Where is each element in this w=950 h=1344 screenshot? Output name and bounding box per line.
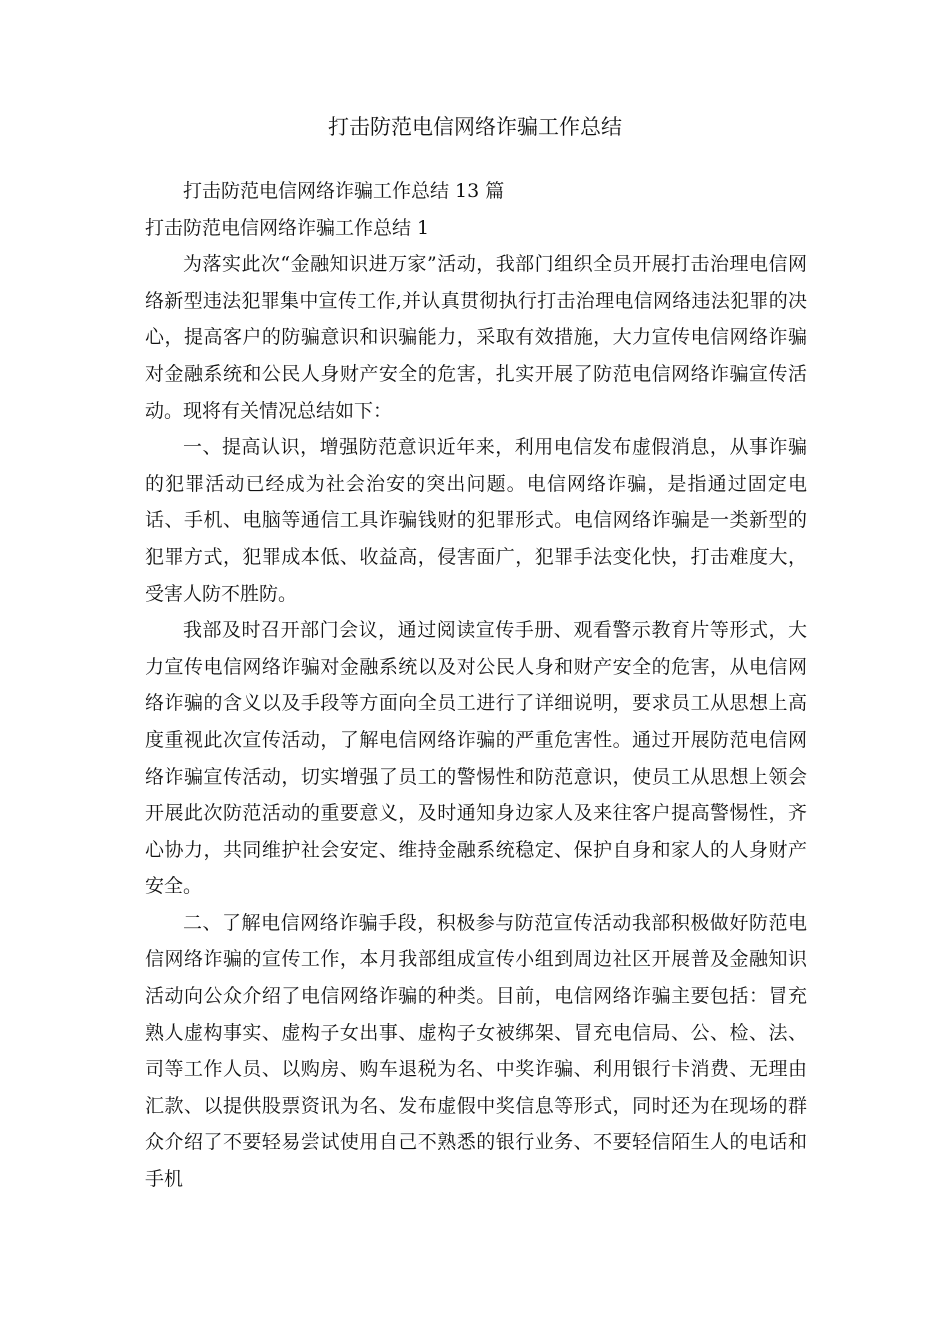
paragraph: 我部及时召开部门会议，通过阅读宣传手册、观看警示教育片等形式，大力宣传电信网络诈骗对金融系统以及对公民人身和财产安全的危害，从电信网络诈骗的含义以及手段等方面向全员工进行了详细说明，要求员工从思想上高度重视此次宣传活动，了解电信网络诈骗的严重危害性。通过开展防范电信网络诈骗宣传活动，切实增强了员工的警惕性和防范意识，使员工从思想上领会开展此次防范活动的重要意义，及时通知身边家人及来往客户提高警惕性，齐心协力，共同维护社会安定、维持金融系统稳定、保护自身和家人的人身财产安全。 (145, 619, 807, 898)
document-body (145, 173, 807, 1198)
paragraph: 为落实此次“金融知识进万家”活动，我部门组织全员开展打击治理电信网络新型违法犯罪集中宣传工作,并认真贯彻执行打击治理电信网络违法犯罪的决心，提高客户的防骗意识和识骗能力，采取有效措施，大力宣传电信网络诈骗对金融系统和公民人身财产安全的危害，扎实开展了防范电信网络诈骗宣传活动。现将有关情况总结如下： (145, 253, 807, 422)
paragraph: 一、提高认识，增强防范意识近年来，利用电信发布虚假消息，从事诈骗的犯罪活动已经成为社会治安的突出问题。电信网络诈骗，是指通过固定电话、手机、电脑等通信工具诈骗钱财的犯罪形式。电信网络诈骗是一类新型的犯罪方式，犯罪成本低、收益高，侵害面广，犯罪手法变化快，打击难度大，受害人防不胜防。 (145, 436, 807, 605)
paragraph: 二、了解电信网络诈骗手段，积极参与防范宣传活动我部积极做好防范电信网络诈骗的宣传工作，本月我部组成宣传小组到周边社区开展普及金融知识活动向公众介绍了电信网络诈骗的种类。目前，电信网络诈骗主要包括：冒充熟人虚构事实、虚构子女出事、虚构子女被绑架、冒充电信局、公、检、法、司等工作人员、以购房、购车退税为名、中奖诈骗、利用银行卡消费、无理由汇款、以提供股票资讯为名、发布虚假中奖信息等形式，同时还为在现场的群众介绍了不要轻易尝试使用自己不熟悉的银行业务、不要轻信陌生人的电话和手机 (145, 911, 807, 1191)
document-subtitle: 打击防范电信网络诈骗工作总结 13 篇 (183, 180, 505, 202)
section-heading: 打击防范电信网络诈骗工作总结 1 (145, 216, 430, 239)
document-title: 打击防范电信网络诈骗工作总结 (328, 115, 622, 139)
